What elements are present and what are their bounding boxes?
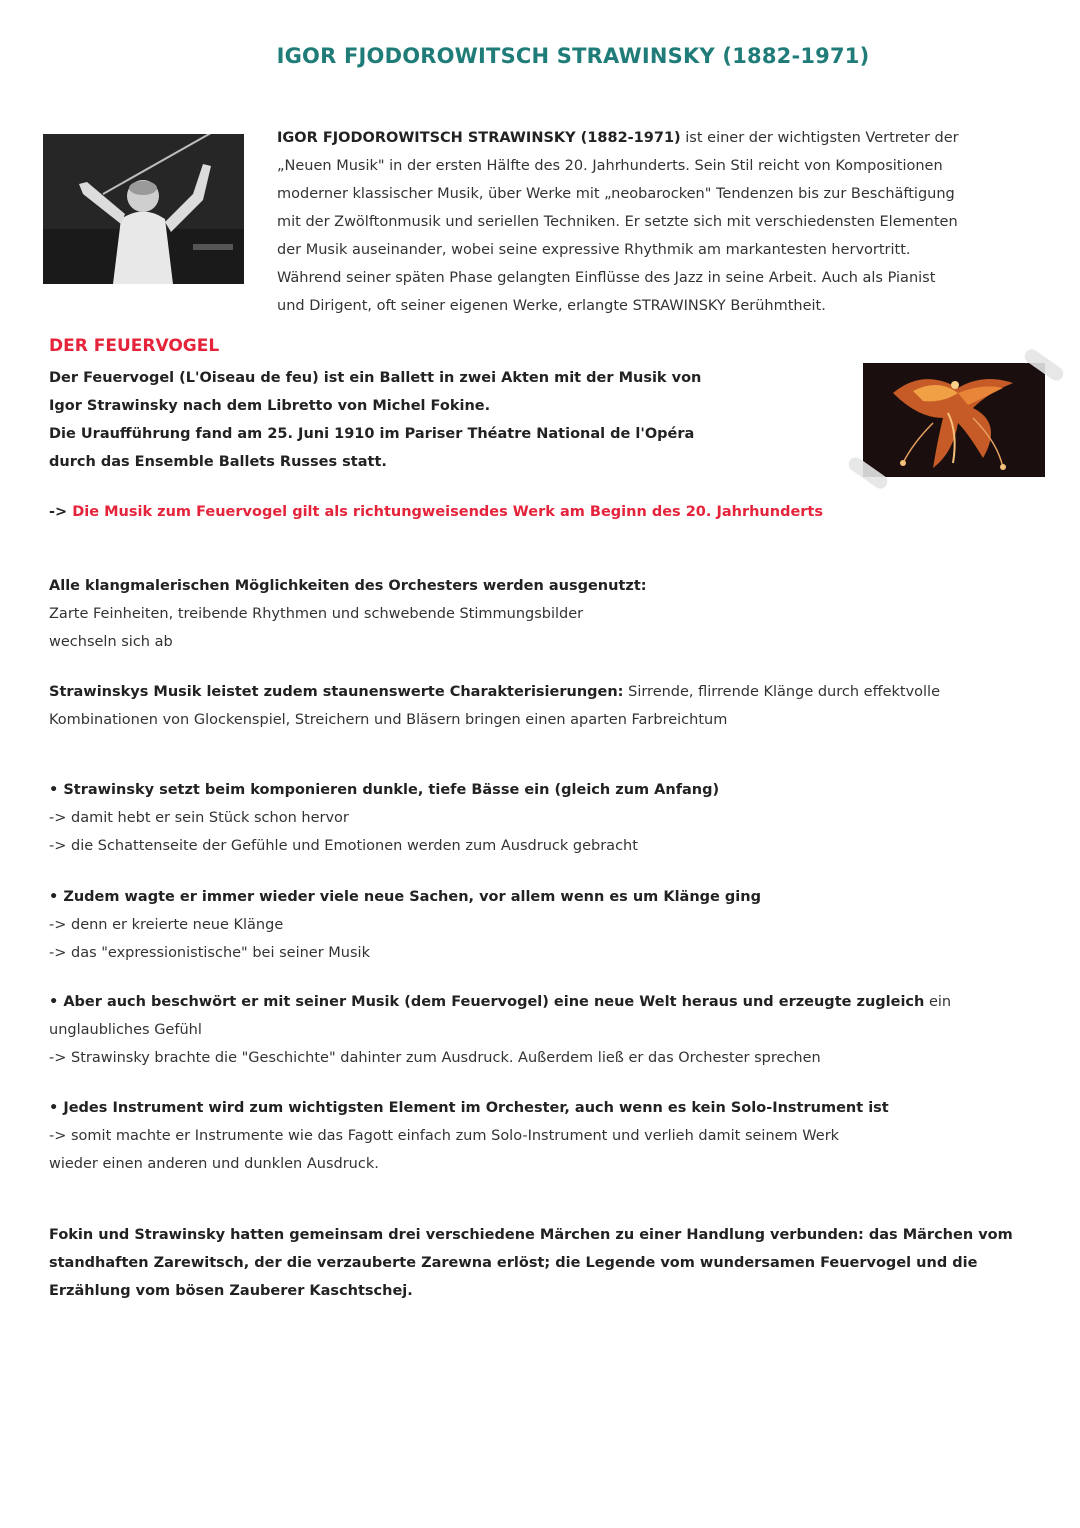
feuervogel-line-4: durch das Ensemble Ballets Russes statt. xyxy=(49,454,387,470)
bullet-3-line-2: -> Strawinsky brachte die "Geschichte" dahinter zum Ausdruck. Außerdem ließ er das Orchester sprechen xyxy=(49,1050,821,1066)
bullet-block-2 xyxy=(49,883,761,967)
bullet-3-line-1: unglaubliches Gefühl xyxy=(49,1022,202,1038)
orchestra-line-3: wechseln sich ab xyxy=(49,634,173,650)
bullet-block-4 xyxy=(49,1094,889,1178)
intro-lead-name: IGOR FJODOROWITSCH STRAWINSKY (1882-1971) xyxy=(277,130,681,146)
bullet-head-3-rest: ein xyxy=(924,994,952,1010)
highlight-text: Die Musik zum Feuervogel gilt als richtungweisendes Werk am Beginn des 20. Jahrhunderts xyxy=(72,504,823,520)
bullet-4-line-1: -> somit machte er Instrumente wie das Fagott einfach zum Solo-Instrument und verlieh damit seinem Werk xyxy=(49,1128,840,1144)
conductor-photo xyxy=(43,134,244,284)
conclusion-line-3: Erzählung vom bösen Zauberer Kaschtschej. xyxy=(49,1283,413,1299)
intro-paragraph xyxy=(277,124,1047,320)
bullet-1-line-2: -> die Schattenseite der Gefühle und Emotionen werden zum Ausdruck gebracht xyxy=(49,838,638,854)
bullet-4-line-2: wieder einen anderen und dunklen Ausdruck. xyxy=(49,1156,379,1172)
highlight-line xyxy=(49,498,823,526)
bullet-2-line-1: -> denn er kreierte neue Klänge xyxy=(49,917,284,933)
conclusion-line-1: Fokin und Strawinsky hatten gemeinsam drei verschiedene Märchen zu einer Handlung verbunden: das Märchen vom xyxy=(49,1227,1013,1243)
bullet-head-3-line xyxy=(49,988,951,1016)
conductor-silhouette-icon xyxy=(43,134,244,284)
bullet-head-3: • Aber auch beschwört er mit seiner Musik (dem Feuervogel) eine neue Welt heraus und erzeugte zugleich xyxy=(49,994,925,1010)
intro-line-5: der Musik auseinander, wobei seine expressive Rhythmik am markantesten hervortritt. xyxy=(277,242,911,258)
page-title: IGOR FJODOROWITSCH STRAWINSKY (1882-1971) xyxy=(276,44,870,68)
intro-line-6: Während seiner späten Phase gelangten Einflüsse des Jazz in seine Arbeit. Auch als Pianist xyxy=(277,270,936,286)
intro-line-1-rest: ist einer der wichtigsten Vertreter der xyxy=(680,130,959,146)
conclusion-paragraph xyxy=(49,1221,1013,1305)
section-heading-feuervogel: DER FEUERVOGEL xyxy=(49,336,220,356)
feuervogel-line-1: Der Feuervogel (L'Oiseau de feu) ist ein Ballett in zwei Akten mit der Musik von xyxy=(49,370,702,386)
characterization-bold: Strawinskys Musik leistet zudem staunenswerte Charakterisierungen: xyxy=(49,684,624,700)
feuervogel-paragraph xyxy=(49,364,829,476)
feuervogel-highlight xyxy=(49,498,823,526)
characterization-line-2: Kombinationen von Glockenspiel, Streichern und Bläsern bringen einen aparten Farbreichtum xyxy=(49,712,728,728)
bullet-block-3 xyxy=(49,988,951,1072)
intro-line-1 xyxy=(277,124,1047,152)
intro-line-7: und Dirigent, oft seiner eigenen Werke, erlangte STRAWINSKY Berühmtheit. xyxy=(277,298,826,314)
feuervogel-line-2: Igor Strawinsky nach dem Libretto von Michel Fokine. xyxy=(49,398,491,414)
characterization-paragraph xyxy=(49,678,940,734)
bullet-block-1 xyxy=(49,776,719,860)
orchestra-line-2: Zarte Feinheiten, treibende Rhythmen und schwebende Stimmungsbilder xyxy=(49,606,584,622)
bullet-head-1: • Strawinsky setzt beim komponieren dunkle, tiefe Bässe ein (gleich zum Anfang) xyxy=(49,782,720,798)
bullet-1-line-1: -> damit hebt er sein Stück schon hervor xyxy=(49,810,349,826)
bullet-head-2: • Zudem wagte er immer wieder viele neue Sachen, vor allem wenn es um Klänge ging xyxy=(49,889,761,905)
bullet-head-4: • Jedes Instrument wird zum wichtigsten Element im Orchester, auch wenn es kein Solo-Instrument ist xyxy=(49,1100,889,1116)
characterization-line-1 xyxy=(49,678,940,706)
firebird-illustration-icon xyxy=(863,363,1045,477)
intro-line-4: mit der Zwölftonmusik und seriellen Techniken. Er setzte sich mit verschiedensten Elementen xyxy=(277,214,958,230)
bullet-2-line-2: -> das "expressionistische" bei seiner Musik xyxy=(49,945,370,961)
arrow-marker: -> xyxy=(49,504,68,520)
firebird-image xyxy=(863,363,1045,477)
orchestra-paragraph xyxy=(49,572,647,656)
orchestra-line-1: Alle klangmalerischen Möglichkeiten des Orchesters werden ausgenutzt: xyxy=(49,578,647,594)
conclusion-line-2: standhaften Zarewitsch, der die verzauberte Zarewna erlöst; die Legende vom wundersamen Feuervogel und die xyxy=(49,1255,978,1271)
characterization-rest: Sirrende, flirrende Klänge durch effektvolle xyxy=(623,684,941,700)
intro-line-2: „Neuen Musik" in der ersten Hälfte des 20. Jahrhunderts. Sein Stil reicht von Kompositionen xyxy=(277,158,943,174)
intro-line-3: moderner klassischer Musik, über Werke mit „neobarocken" Tendenzen bis zur Beschäftigung xyxy=(277,186,955,202)
feuervogel-line-3: Die Uraufführung fand am 25. Juni 1910 im Pariser Théatre National de l'Opéra xyxy=(49,426,695,442)
